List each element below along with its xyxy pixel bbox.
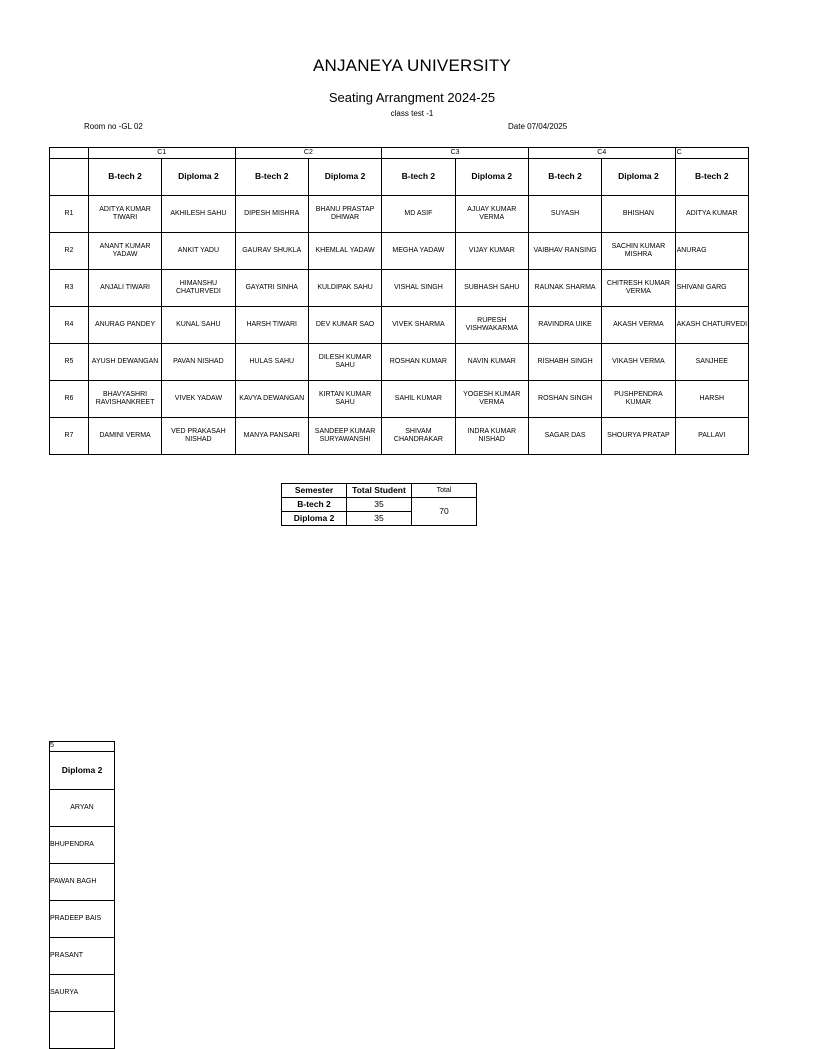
student-cell: NAVIN KUMAR [455, 344, 528, 381]
student-cell: VIKASH VERMA [602, 344, 675, 381]
student-cell: PAVAN NISHAD [162, 344, 235, 381]
student-cell: SUYASH [528, 196, 601, 233]
student-cell: KUNAL SAHU [162, 307, 235, 344]
student-cell: HARSH [675, 381, 748, 418]
student-cell: ANKIT YADU [162, 233, 235, 270]
table-row [50, 344, 749, 381]
row-label: R1 [50, 196, 89, 233]
column-header: B-tech 2 [88, 159, 161, 196]
student-cell: PRADEEP BAIS [50, 901, 115, 938]
student-cell: SHIVAM CHANDRAKAR [382, 418, 455, 455]
student-cell: RISHABH SINGH [528, 344, 601, 381]
column-header: B-tech 2 [528, 159, 601, 196]
student-cell: RAUNAK SHARMA [528, 270, 601, 307]
student-cell: MD ASIF [382, 196, 455, 233]
student-cell: VIVEK YADAW [162, 381, 235, 418]
table-row [50, 196, 749, 233]
student-cell [50, 1012, 115, 1049]
column-header: Diploma 2 [50, 752, 115, 790]
continuation-table-container [49, 741, 115, 1024]
student-cell: SHOURYA PRATAP [602, 418, 675, 455]
student-cell: GAURAV SHUKLA [235, 233, 308, 270]
student-cell: SAHIL KUMAR [382, 381, 455, 418]
continuation-table [49, 741, 115, 1049]
student-cell: ANJALI TIWARI [88, 270, 161, 307]
table-row [50, 418, 749, 455]
student-cell: BHUPENDRA [50, 827, 115, 864]
student-cell: INDRA KUMAR NISHAD [455, 418, 528, 455]
student-cell: VIJAY KUMAR [455, 233, 528, 270]
column-header: B-tech 2 [382, 159, 455, 196]
student-cell: ROSHAN SINGH [528, 381, 601, 418]
row-label: R6 [50, 381, 89, 418]
student-count: 35 [347, 512, 412, 526]
student-cell: VED PRAKASAH NISHAD [162, 418, 235, 455]
grand-total: 70 [412, 498, 477, 526]
row-label: R4 [50, 307, 89, 344]
student-cell: SACHIN KUMAR MISHRA [602, 233, 675, 270]
student-cell: SANDEEP KUMAR SURYAWANSHI [308, 418, 381, 455]
student-cell: SUBHASH SAHU [455, 270, 528, 307]
student-cell: AKHILESH SAHU [162, 196, 235, 233]
student-count: 35 [347, 498, 412, 512]
student-cell: ADITYA KUMAR TIWARI [88, 196, 161, 233]
student-cell: DEV KUMAR SAO [308, 307, 381, 344]
student-cell: PALLAVI [675, 418, 748, 455]
total-header: Total [412, 484, 477, 498]
student-cell: KULDIPAK SAHU [308, 270, 381, 307]
university-name: ANJANEYA UNIVERSITY [312, 56, 512, 75]
column-group: C2 [235, 148, 382, 159]
student-cell: HIMANSHU CHATURVEDI [162, 270, 235, 307]
student-cell: ARYAN [50, 790, 115, 827]
corner-cell [50, 148, 89, 159]
student-cell: HULAS SAHU [235, 344, 308, 381]
semester-name: Diploma 2 [282, 512, 347, 526]
student-cell: SAGAR DAS [528, 418, 601, 455]
student-cell: AKASH CHATURVEDI [675, 307, 748, 344]
student-cell: PAWAN BAGH [50, 864, 115, 901]
seating-table-container [49, 147, 748, 459]
student-cell: AKASH VERMA [602, 307, 675, 344]
student-cell: VISHAL SINGH [382, 270, 455, 307]
column-group: C3 [382, 148, 529, 159]
student-cell: RAVINDRA UIKE [528, 307, 601, 344]
summary-table [281, 483, 477, 526]
student-cell: ADITYA KUMAR [675, 196, 748, 233]
column-header: Diploma 2 [455, 159, 528, 196]
student-cell: DAMINI VERMA [88, 418, 161, 455]
test-name: class test -1 [390, 109, 434, 118]
student-cell: MEGHA YADAW [382, 233, 455, 270]
total-student-header: Total Student [347, 484, 412, 498]
column-header: B-tech 2 [235, 159, 308, 196]
student-cell: SANJHEE [675, 344, 748, 381]
student-cell: PRASANT [50, 938, 115, 975]
student-cell: SAURYA [50, 975, 115, 1012]
table-row [50, 381, 749, 418]
row-label: R5 [50, 344, 89, 381]
column-group: C4 [528, 148, 675, 159]
student-cell: MANYA PANSARI [235, 418, 308, 455]
column-group: C [675, 148, 748, 159]
column-header: Diploma 2 [162, 159, 235, 196]
column-header: B-tech 2 [675, 159, 748, 196]
table-row [50, 270, 749, 307]
student-cell: KAVYA DEWANGAN [235, 381, 308, 418]
header-row [50, 159, 749, 196]
exam-date: Date 07/04/2025 [508, 122, 568, 131]
row-label: R7 [50, 418, 89, 455]
student-cell: DILESH KUMAR SAHU [308, 344, 381, 381]
student-cell: VAIBHAV RANSING [528, 233, 601, 270]
table-row [50, 307, 749, 344]
column-header: Diploma 2 [308, 159, 381, 196]
column-header: Diploma 2 [602, 159, 675, 196]
student-cell: BHISHAN [602, 196, 675, 233]
document-title: Seating Arrangment 2024-25 [328, 90, 496, 105]
seating-table [49, 147, 749, 455]
row-label: R3 [50, 270, 89, 307]
student-cell: AYUSH DEWANGAN [88, 344, 161, 381]
semester-name: B-tech 2 [282, 498, 347, 512]
student-cell: ANANT KUMAR YADAW [88, 233, 161, 270]
column-group: 5 [50, 742, 115, 752]
student-cell: PUSHPENDRA KUMAR [602, 381, 675, 418]
student-cell: ROSHAN KUMAR [382, 344, 455, 381]
student-cell: DIPESH MISHRA [235, 196, 308, 233]
room-number: Room no -GL 02 [84, 122, 143, 131]
row-label-header [50, 159, 89, 196]
student-cell: ANURAG PANDEY [88, 307, 161, 344]
student-cell: GAYATRI SINHA [235, 270, 308, 307]
student-cell: BHANU PRASTAP DHIWAR [308, 196, 381, 233]
student-cell: SHIVANI GARG [675, 270, 748, 307]
student-cell: AJUAY KUMAR VERMA [455, 196, 528, 233]
student-cell: VIVEK SHARMA [382, 307, 455, 344]
table-row [50, 233, 749, 270]
student-cell: CHITRESH KUMAR VERMA [602, 270, 675, 307]
semester-header: Semester [282, 484, 347, 498]
student-cell: HARSH TIWARI [235, 307, 308, 344]
student-cell: RUPESH VISHWAKARMA [455, 307, 528, 344]
student-cell: ANURAG [675, 233, 748, 270]
column-group-row [50, 148, 749, 159]
column-group: C1 [88, 148, 235, 159]
student-cell: KIRTAN KUMAR SAHU [308, 381, 381, 418]
student-cell: BHAVYASHRI RAVISHANKREET [88, 381, 161, 418]
student-cell: YOGESH KUMAR VERMA [455, 381, 528, 418]
row-label: R2 [50, 233, 89, 270]
student-cell: KHEMLAL YADAW [308, 233, 381, 270]
